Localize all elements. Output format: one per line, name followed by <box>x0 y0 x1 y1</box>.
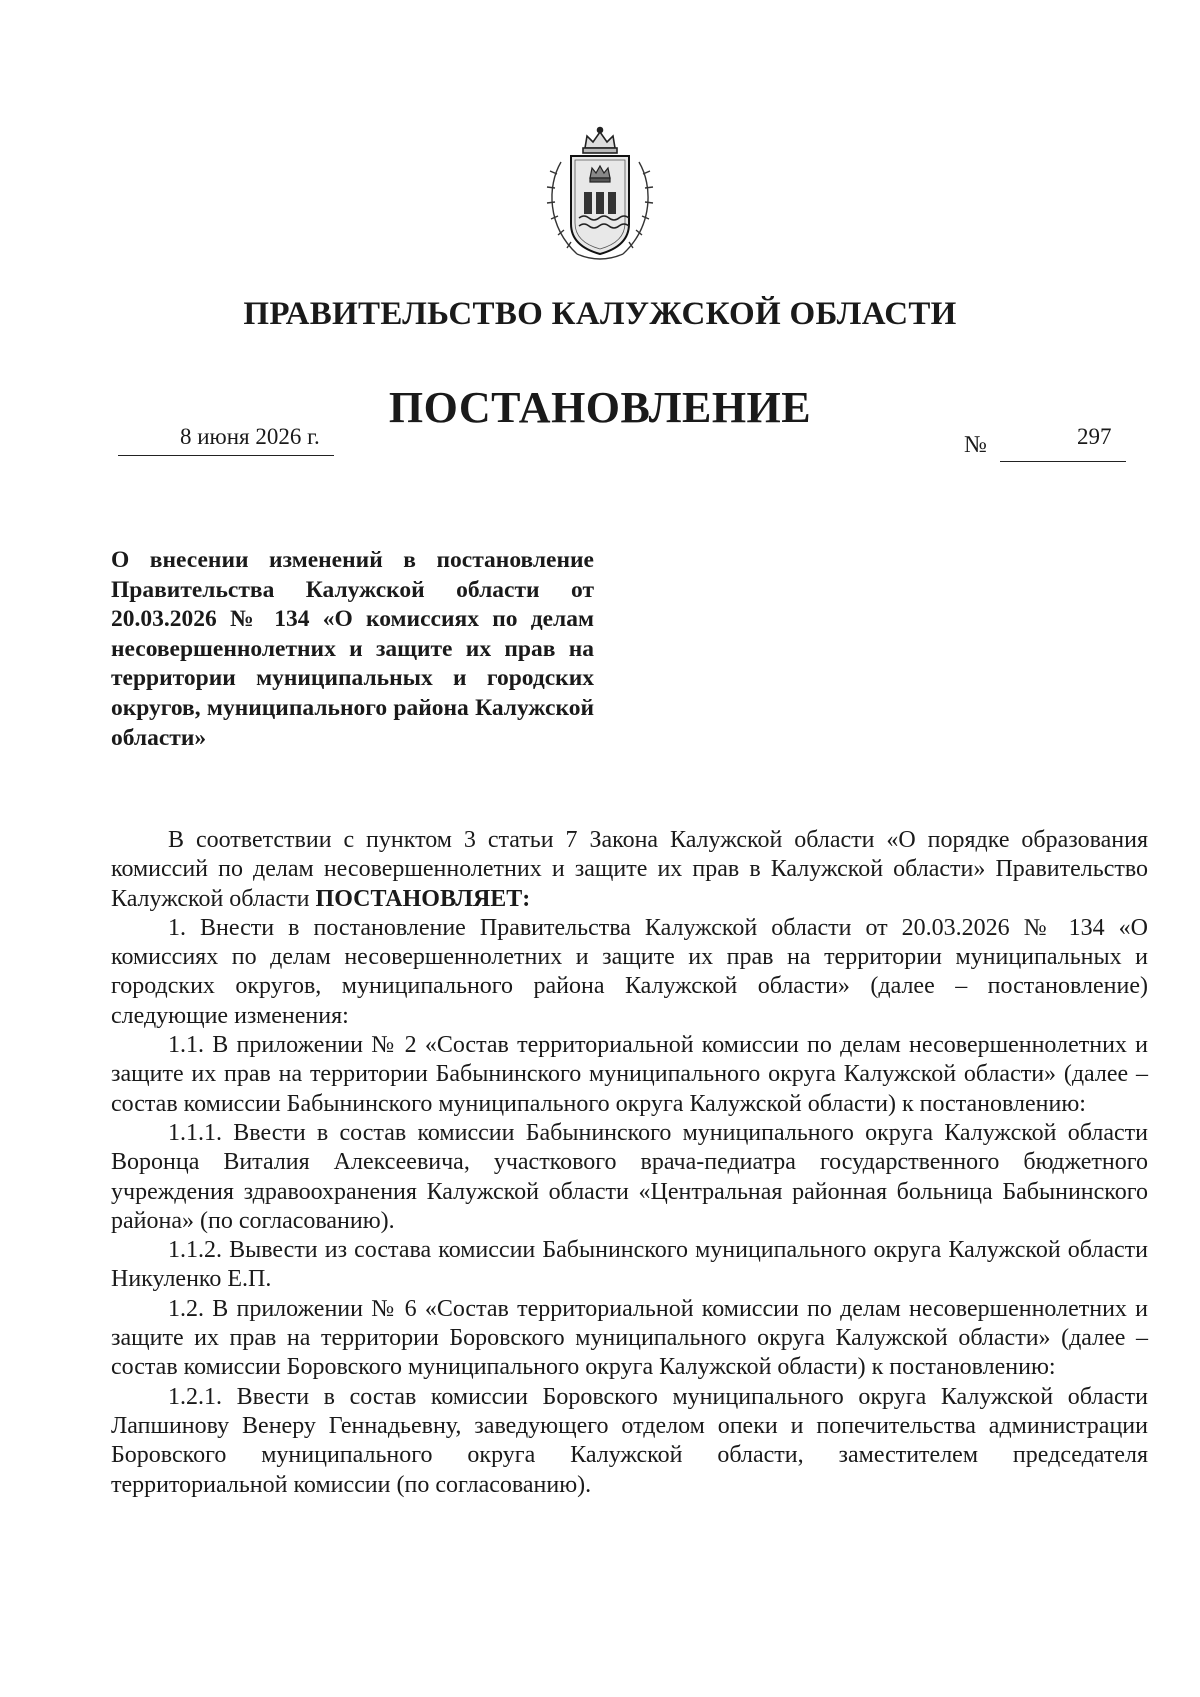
document-number: 297 <box>1077 424 1112 449</box>
document-type-heading: ПОСТАНОВЛЕНИЕ <box>388 383 812 432</box>
body-paragraph: 1.2. В приложении № 6 «Состав территориальной комиссии по делам несовершеннолетних и защите их прав на территории Боровского муниципального округа Калужской области» (далее – состав комиссии Боровского муниципального округа Калужской области) к постановлению: <box>111 1295 1148 1381</box>
document-date: 8 июня 2026 г. <box>180 424 320 449</box>
preamble-keyword: ПОСТАНОВЛЯЕТ: <box>315 885 531 912</box>
document-subject: О внесении изменений в постановление Правительства Калужской области от 20.03.2026 № 134 «О комиссиях по делам несовершеннолетних и защите их прав на территории муниципальных и городских округов, муниципального района Калужской области» <box>111 547 594 751</box>
body-paragraph: 1.1.1. Ввести в состав комиссии Бабынинского муниципального округа Калужской области Воронца Виталия Алексеевича, участкового врача-педиатра государственного бюджетного учреждения здравоохранения Калужской области «Центральная районная больница Бабынинского района» (по согласованию). <box>111 1119 1148 1234</box>
number-label: № <box>964 432 987 458</box>
body-paragraph: 1.1. В приложении № 2 «Состав территориальной комиссии по делам несовершеннолетних и защите их прав на территории Бабынинского муниципального округа Калужской области» (далее – состав комиссии Бабынинского муниципального округа Калужской области) к постановлению: <box>111 1032 1148 1117</box>
preamble-text: В соответствии с пунктом 3 статьи 7 Закона Калужской области «О порядке образования комиссий по делам несовершеннолетних и защите их прав в Калужской области» Правительство Калужской области <box>111 827 1148 912</box>
preamble-paragraph <box>111 826 1148 914</box>
coat-of-arms-emblem <box>537 126 663 266</box>
document-body <box>111 826 1148 1500</box>
government-title: ПРАВИТЕЛЬСТВО КАЛУЖСКОЙ ОБЛАСТИ <box>243 296 957 332</box>
body-paragraph: 1. Внести в постановление Правительства Калужской области от 20.03.2026 № 134 «О комиссиях по делам несовершеннолетних и защите их прав на территории муниципальных и городских округов, муниципального района Калужской области» (далее – постановление) следующие изменения: <box>111 914 1148 1029</box>
body-paragraph: 1.1.2. Вывести из состава комиссии Бабынинского муниципального округа Калужской области Никуленко Е.П. <box>111 1237 1148 1293</box>
body-paragraph: 1.2.1. Ввести в состав комиссии Боровского муниципального округа Калужской области Лапшинову Венеру Геннадьевну, заведующего отделом опеки и попечительства администрации Боровского муниципального округа Калужской области, заместителем председателя территориальной комиссии (по согласованию). <box>111 1383 1148 1498</box>
